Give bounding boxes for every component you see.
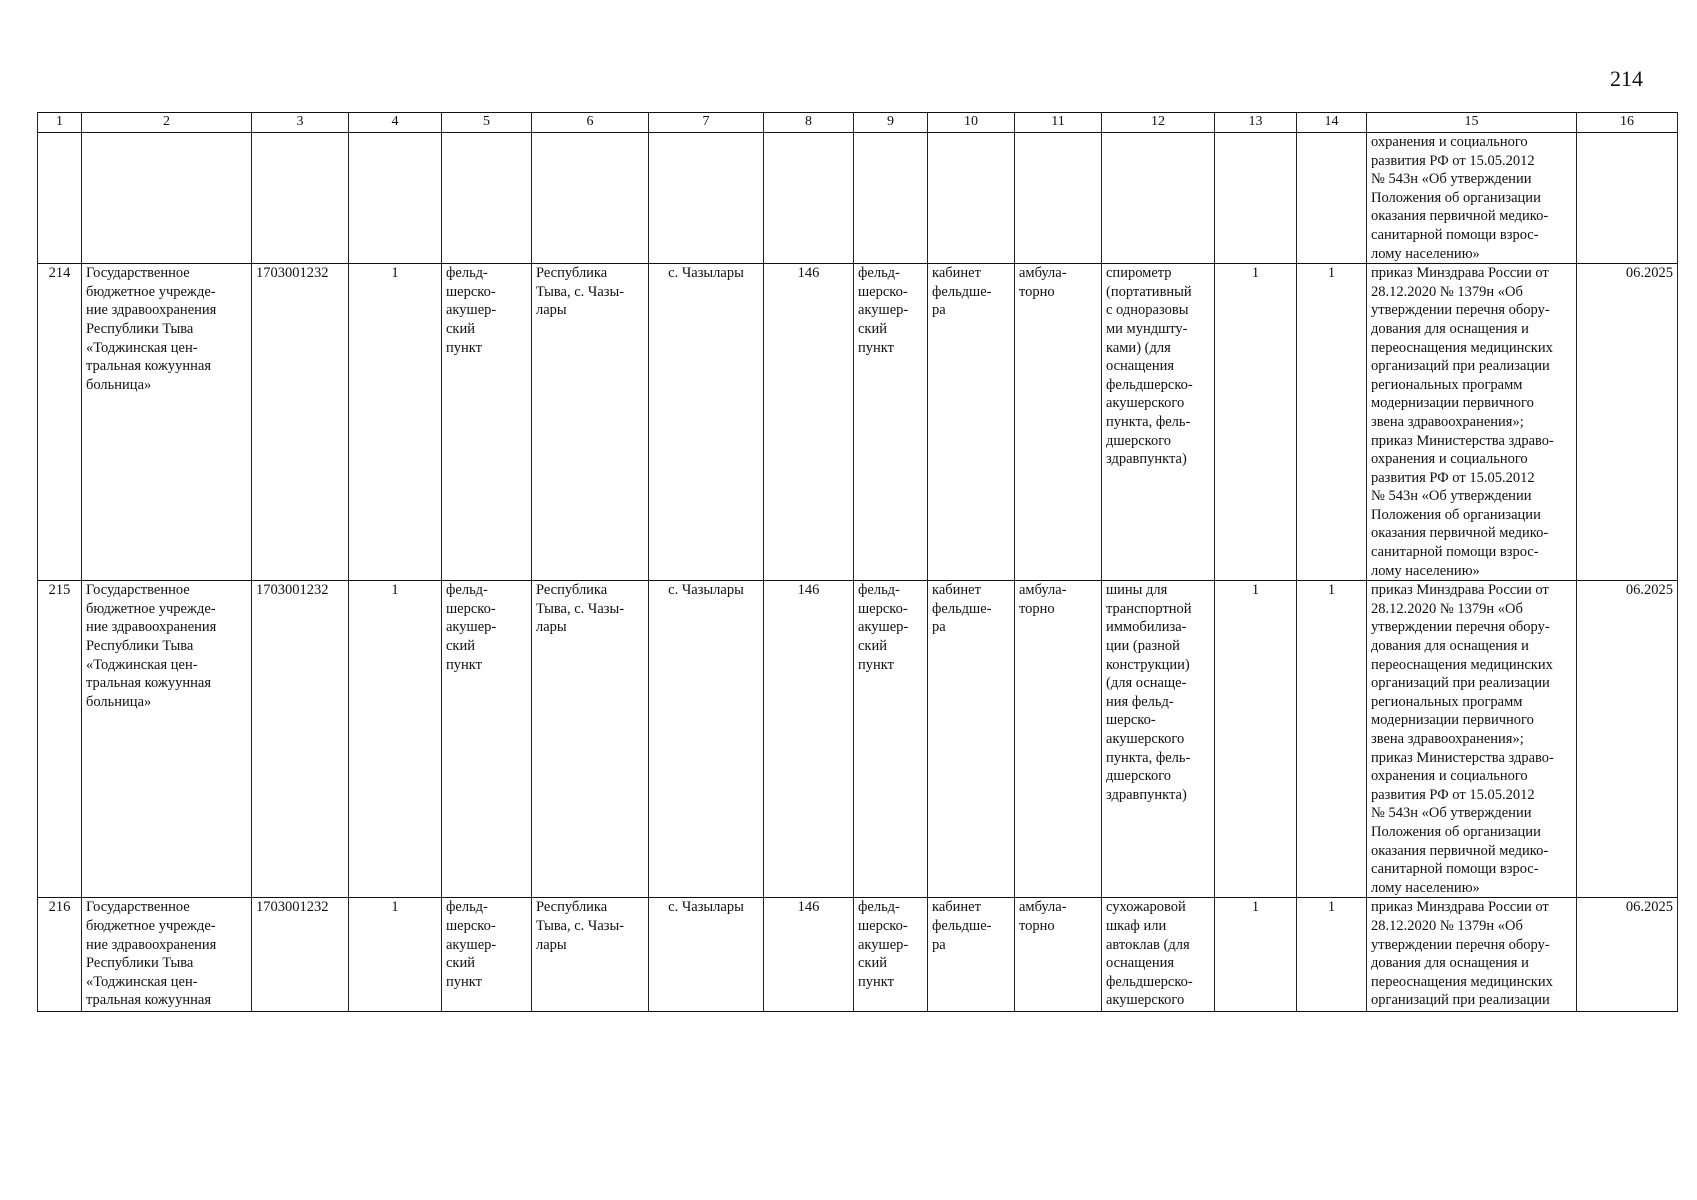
legal-basis-cell: приказ Минздрава России от 28.12.2020 № 1379н «Об утверждении перечня обору- дования для оснащения и переоснащения медицинских организаций при реализации региональных программ модернизации первичного звена здравоохранения»; приказ Министерства здраво- охранения и социального развития РФ от 15.05.2012 № 543н «Об утверждении Положения об организации оказания первичной медико- санитарной помощи взрос- лому населению» (1367, 581, 1577, 898)
date-cell: 06.2025 (1577, 264, 1678, 581)
room-cell: кабинет фельдше- ра (928, 264, 1015, 581)
population-cell: 146 (764, 264, 854, 581)
column-header: 15 (1367, 113, 1577, 133)
care-form-cell: амбула- торно (1015, 581, 1102, 898)
quantity-cell: 1 (1215, 898, 1297, 1012)
count-cell: 1 (349, 264, 442, 581)
facility-type-cell: фельд- шерско- акушер- ский пункт (442, 581, 532, 898)
address-cell: Республика Тыва, с. Чазы- лары (532, 898, 649, 1012)
date-cell: 06.2025 (1577, 581, 1678, 898)
equipment-cell: спирометр (портативный с одноразовы ми мундшту- ками) (для оснащения фельдшерско- акушерского пункта, фель- дшерского здравпункта) (1102, 264, 1215, 581)
address-cell: Республика Тыва, с. Чазы- лары (532, 264, 649, 581)
inn-cell: 1703001232 (252, 898, 349, 1012)
column-header: 12 (1102, 113, 1215, 133)
column-header: 5 (442, 113, 532, 133)
equipment-cell: шины для транспортной иммобилиза- ции (разной конструкции) (для оснаще- ния фельд- шерско- акушерского пункта, фель- дшерского здравпункта) (1102, 581, 1215, 898)
population-cell: 146 (764, 581, 854, 898)
unit-type-cell: фельд- шерско- акушер- ский пункт (854, 264, 928, 581)
organization-cell: Государственное бюджетное учрежде- ние здравоохранения Республики Тыва «Тоджинская цен- тральная кожуунная больница» (82, 581, 252, 898)
column-header: 1 (38, 113, 82, 133)
column-header: 9 (854, 113, 928, 133)
column-header: 16 (1577, 113, 1678, 133)
facility-type-cell: фельд- шерско- акушер- ский пункт (442, 898, 532, 1012)
unit-type-cell: фельд- шерско- акушер- ский пункт (854, 581, 928, 898)
address-cell: Республика Тыва, с. Чазы- лары (532, 581, 649, 898)
quantity-cell: 1 (1297, 264, 1367, 581)
column-header: 14 (1297, 113, 1367, 133)
table-row (38, 581, 1678, 898)
inn-cell: 1703001232 (252, 264, 349, 581)
care-form-cell: амбула- торно (1015, 264, 1102, 581)
column-header: 11 (1015, 113, 1102, 133)
legal-basis-cell: приказ Минздрава России от 28.12.2020 № 1379н «Об утверждении перечня обору- дования для оснащения и переоснащения медицинских организаций при реализации региональных программ модернизации первичного звена здравоохранения»; приказ Министерства здраво- охранения и социального развития РФ от 15.05.2012 № 543н «Об утверждении Положения об организации оказания первичной медико- санитарной помощи взрос- лому населению» (1367, 264, 1577, 581)
quantity-cell: 1 (1215, 581, 1297, 898)
page-number: 214 (1610, 66, 1643, 91)
settlement-cell: с. Чазылары (649, 581, 764, 898)
quantity-cell: 1 (1215, 264, 1297, 581)
table-row (38, 264, 1678, 581)
organization-cell: Государственное бюджетное учрежде- ние здравоохранения Республики Тыва «Тоджинская цен- тральная кожуунная (82, 898, 252, 1012)
column-header: 2 (82, 113, 252, 133)
legal-basis-cell: охранения и социального развития РФ от 15.05.2012 № 543н «Об утверждении Положения об организации оказания первичной медико- санитарной помощи взрос- лому населению» (1367, 133, 1577, 264)
column-header: 6 (532, 113, 649, 133)
header-row (38, 113, 1678, 133)
column-header: 13 (1215, 113, 1297, 133)
column-header: 8 (764, 113, 854, 133)
column-header: 7 (649, 113, 764, 133)
settlement-cell: с. Чазылары (649, 264, 764, 581)
row-number: 214 (38, 264, 82, 581)
column-header: 4 (349, 113, 442, 133)
care-form-cell: амбула- торно (1015, 898, 1102, 1012)
count-cell: 1 (349, 581, 442, 898)
row-number: 215 (38, 581, 82, 898)
column-header: 3 (252, 113, 349, 133)
registry-table (37, 112, 1678, 1012)
column-header: 10 (928, 113, 1015, 133)
quantity-cell: 1 (1297, 581, 1367, 898)
facility-type-cell: фельд- шерско- акушер- ский пункт (442, 264, 532, 581)
organization-cell: Государственное бюджетное учрежде- ние здравоохранения Республики Тыва «Тоджинская цен- тральная кожуунная больница» (82, 264, 252, 581)
room-cell: кабинет фельдше- ра (928, 581, 1015, 898)
unit-type-cell: фельд- шерско- акушер- ский пункт (854, 898, 928, 1012)
settlement-cell: с. Чазылары (649, 898, 764, 1012)
room-cell: кабинет фельдше- ра (928, 898, 1015, 1012)
inn-cell: 1703001232 (252, 581, 349, 898)
table-row (38, 898, 1678, 1012)
continuation-row (38, 133, 1678, 264)
quantity-cell: 1 (1297, 898, 1367, 1012)
count-cell: 1 (349, 898, 442, 1012)
row-number: 216 (38, 898, 82, 1012)
date-cell: 06.2025 (1577, 898, 1678, 1012)
legal-basis-cell: приказ Минздрава России от 28.12.2020 № 1379н «Об утверждении перечня обору- дования для оснащения и переоснащения медицинских организаций при реализации (1367, 898, 1577, 1012)
equipment-cell: сухожаровой шкаф или автоклав (для оснащения фельдшерско- акушерского (1102, 898, 1215, 1012)
population-cell: 146 (764, 898, 854, 1012)
